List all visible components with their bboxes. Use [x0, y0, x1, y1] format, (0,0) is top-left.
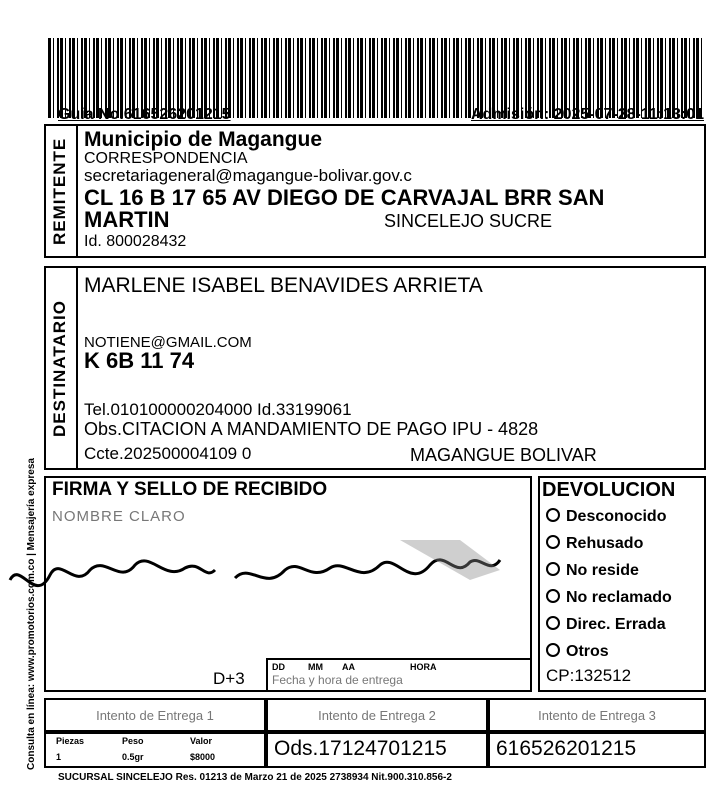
devolucion-option-otros[interactable]: Otros — [546, 643, 609, 661]
peso-label: Peso — [122, 736, 144, 746]
devolucion-title: DEVOLUCION — [542, 479, 676, 501]
peso-value: 0.5gr — [122, 752, 144, 762]
destinatario-email: NOTIENE@GMAIL.COM — [84, 334, 252, 351]
firma-title: FIRMA Y SELLO DE RECIBIDO — [52, 479, 328, 500]
remitente-email: secretariageneral@magangue-bolivar.gov.c — [84, 166, 412, 185]
radio-circle-icon — [546, 616, 560, 630]
destinatario-obs: Obs.CITACION A MANDAMIENTO DE PAGO IPU - 4828 — [84, 419, 539, 439]
radio-circle-icon — [546, 535, 560, 549]
devolucion-cp: CP:132512 — [546, 666, 632, 685]
destinatario-ccte: Ccte.202500004109 0 — [84, 444, 252, 463]
fecha-label: Fecha y hora de entrega — [272, 673, 403, 687]
devolucion-option-desconocido[interactable]: Desconocido — [546, 508, 666, 526]
signature — [0, 520, 520, 620]
side-text: Consulta en línea: www.promotorios.com.co | Mensajería expresa — [26, 458, 37, 770]
fecha-mm: MM — [308, 662, 323, 672]
intento-3-label: Intento de Entrega 3 — [538, 708, 656, 723]
devolucion-option-direc-errada[interactable]: Direc. Errada — [546, 616, 666, 634]
remitente-address2: MARTIN — [84, 207, 170, 232]
remitente-id: Id. 800028432 — [84, 233, 187, 250]
devolucion-option-rehusado[interactable]: Rehusado — [546, 535, 643, 553]
piezas-value: 1 — [56, 752, 62, 762]
destinatario-name: MARLENE ISABEL BENAVIDES ARRIETA — [84, 274, 483, 297]
remitente-name: Municipio de Magangue — [84, 128, 323, 151]
remitente-address1: CL 16 B 17 65 AV DIEGO DE CARVAJAL BRR SAN — [84, 185, 605, 210]
ods-number: Ods.17124701215 — [274, 737, 447, 760]
fecha-hora: HORA — [410, 662, 437, 672]
radio-circle-icon — [546, 643, 560, 657]
destinatario-tel: Tel.010100000204000 Id.33199061 — [84, 400, 352, 419]
remitente-city: SINCELEJO SUCRE — [384, 211, 553, 231]
sucursal-line: SUCURSAL SINCELEJO Res. 01213 de Marzo 21 de 2025 2738934 Nit.900.310.856-2 — [58, 772, 452, 783]
fecha-dd: DD — [272, 662, 285, 672]
firma-nombre: NOMBRE CLARO — [52, 508, 186, 525]
remitente-dept: CORRESPONDENCIA — [84, 150, 248, 167]
radio-circle-icon — [546, 589, 560, 603]
radio-circle-icon — [546, 562, 560, 576]
destinatario-label: DESTINATARIO — [50, 300, 69, 438]
intento-2-label: Intento de Entrega 2 — [318, 708, 436, 723]
valor-value: $8000 — [190, 752, 216, 762]
admision-date: Admisión: 2025-07-28-11:13:01 — [471, 106, 704, 123]
remitente-label: REMITENTE — [50, 137, 69, 245]
d3-label: D+3 — [213, 669, 245, 688]
destinatario-address: K 6B 11 74 — [84, 348, 195, 373]
devolucion-option-no-reside[interactable]: No reside — [546, 562, 639, 580]
radio-circle-icon — [546, 508, 560, 522]
intento-1-label: Intento de Entrega 1 — [96, 708, 214, 723]
guia-number: Guia No.616526201215 — [58, 106, 231, 123]
destinatario-city: MAGANGUE BOLIVAR — [410, 445, 597, 465]
devolucion-option-no-reclamado[interactable]: No reclamado — [546, 589, 672, 607]
piezas-label: Piezas — [56, 736, 85, 746]
valor-label: Valor — [190, 736, 213, 746]
guia-number-footer: 616526201215 — [496, 737, 637, 760]
fecha-aa: AA — [342, 662, 355, 672]
